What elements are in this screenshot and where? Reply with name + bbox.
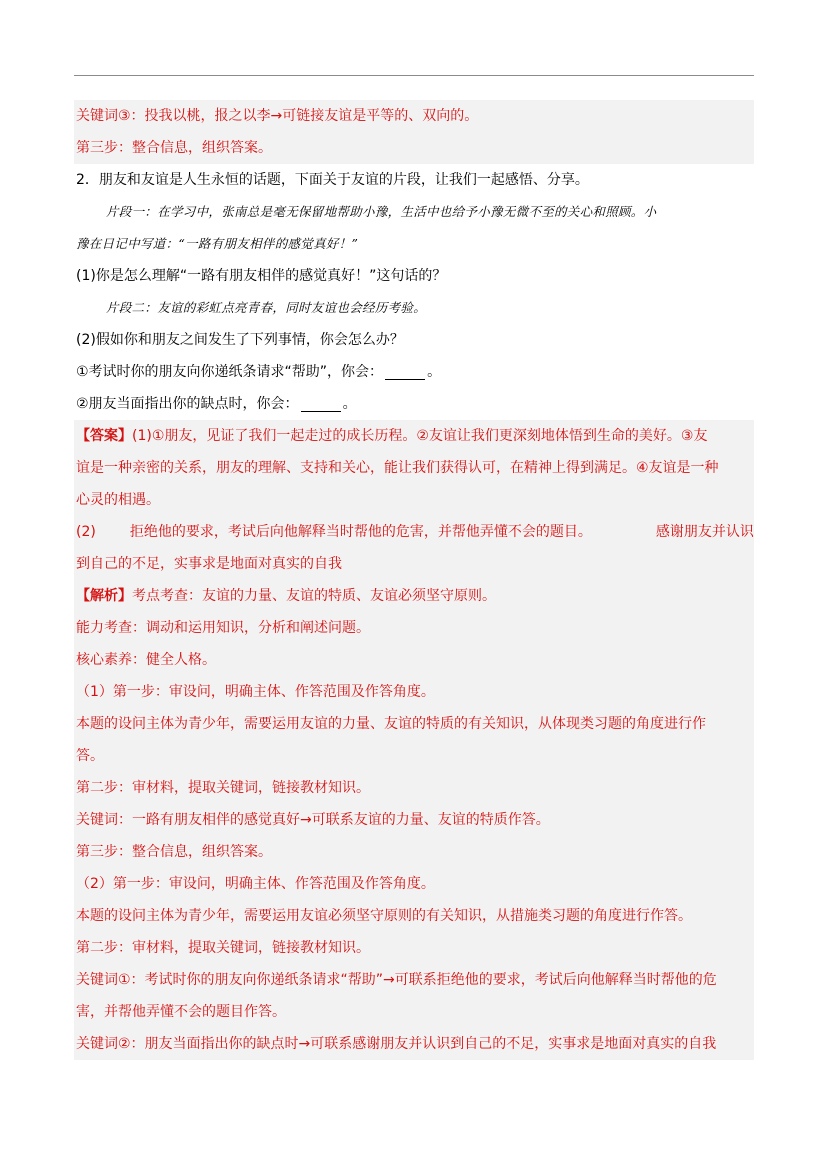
question-2-title: 2．朋友和友谊是人生永恒的话题，下面关于友谊的片段，让我们一起感悟、分享。 [76,172,589,188]
answer-part-2-text: 拒绝他的要求，考试后向他解释当时帮他的危害，并帮他弄懂不会的题目。 [129,524,592,540]
answer-line-2: 谊是一种亲密的关系，朋友的理解、支持和关心，能让我们获得认可，在精神上得到满足。④友谊是一种 [74,452,754,484]
analysis-2-keyword-1a: 关键词①：考试时你的朋友向你递纸条请求“帮助”→可联系拒绝他的要求，考试后向他解释当时帮他的危 [74,964,754,996]
sub-question-1: (1)你是怎么理解“一路有朋友相伴的感觉真好！”这句话的？ [76,268,447,284]
answer-line-1 [74,420,754,452]
scenario-2-text: ②朋友当面指出你的缺点时，你会： [76,396,299,412]
scenario-1 [74,356,754,388]
analysis-text-1: 考点考查：友谊的力量、友谊的特质、友谊必须坚守原则。 [132,588,496,604]
answer-blank-2 [301,397,341,412]
analysis-1-subject-b: 答。 [74,740,754,772]
analysis-1-keyword: 关键词：一路有朋友相伴的感觉真好→可联系友谊的力量、友谊的特质作答。 [74,804,754,836]
analysis-line-1 [74,580,754,612]
scenario-1-text: ①考试时你的朋友向你递纸条请求“帮助”，你会： [76,364,384,380]
analysis-1-step-2: 第二步：审材料，提取关键词，链接教材知识。 [74,772,754,804]
scenario-2 [74,388,754,420]
analysis-2-keyword-1b: 害，并帮他弄懂不会的题目作答。 [74,996,754,1028]
answer-line-4 [74,516,754,548]
step-3-line: 第三步：整合信息，组织答案。 [74,132,754,164]
analysis-2-step-1: （2）第一步：审设问，明确主体、作答范围及作答角度。 [74,868,754,900]
answer-blank-1 [385,365,425,380]
analysis-1-step-1: （1）第一步：审设问，明确主体、作答范围及作答角度。 [74,676,754,708]
answer-line-3: 心灵的相遇。 [74,484,754,516]
scenario-1-end: 。 [427,364,442,380]
answer-part-2-text-b: 感谢朋友并认识 [655,524,754,540]
answer-part-2-label: (2) [76,524,96,540]
keyword-3-line: 关键词③：投我以桃，报之以李→可链接友谊是平等的、双向的。 [74,100,754,132]
analysis-tag: 【解析】 [76,588,132,604]
header-rule [74,75,754,76]
answer-text-1: (1)①朋友，见证了我们一起走过的成长历程。②友谊让我们更深刻地体悟到生命的美好。③友 [132,428,708,444]
analysis-ability: 能力考查：调动和运用知识，分析和阐述问题。 [74,612,754,644]
scenario-2-end: 。 [342,396,357,412]
analysis-2-subject: 本题的设问主体为青少年，需要运用友谊必须坚守原则的有关知识，从措施类习题的角度进行作答。 [74,900,754,932]
analysis-2-step-2: 第二步：审材料，提取关键词，链接教材知识。 [74,932,754,964]
analysis-1-step-3: 第三步：整合信息，组织答案。 [74,836,754,868]
analysis-2-keyword-2: 关键词②：朋友当面指出你的缺点时→可联系感谢朋友并认识到自己的不足，实事求是地面对真实的自我 [74,1028,754,1060]
fragment-1-line-2: 豫在日记中写道：“一路有朋友相伴的感觉真好！” [76,236,359,251]
sub-question-2: (2)假如你和朋友之间发生了下列事情，你会怎么办？ [76,332,404,348]
document-body [74,100,754,1060]
answer-tag: 【答案】 [76,428,132,444]
analysis-1-subject-a: 本题的设问主体为青少年，需要运用友谊的力量、友谊的特质的有关知识，从体现类习题的角度进行作 [74,708,754,740]
fragment-2-line: 片段二：友谊的彩虹点亮青春，同时友谊也会经历考验。 [106,300,427,315]
fragment-1-line-1: 片段一：在学习中，张南总是毫无保留地帮助小豫，生活中也给予小豫无微不至的关心和照顾。小 [106,204,657,219]
analysis-literacy: 核心素养：健全人格。 [74,644,754,676]
answer-line-5: 到自己的不足，实事求是地面对真实的自我 [74,548,754,580]
